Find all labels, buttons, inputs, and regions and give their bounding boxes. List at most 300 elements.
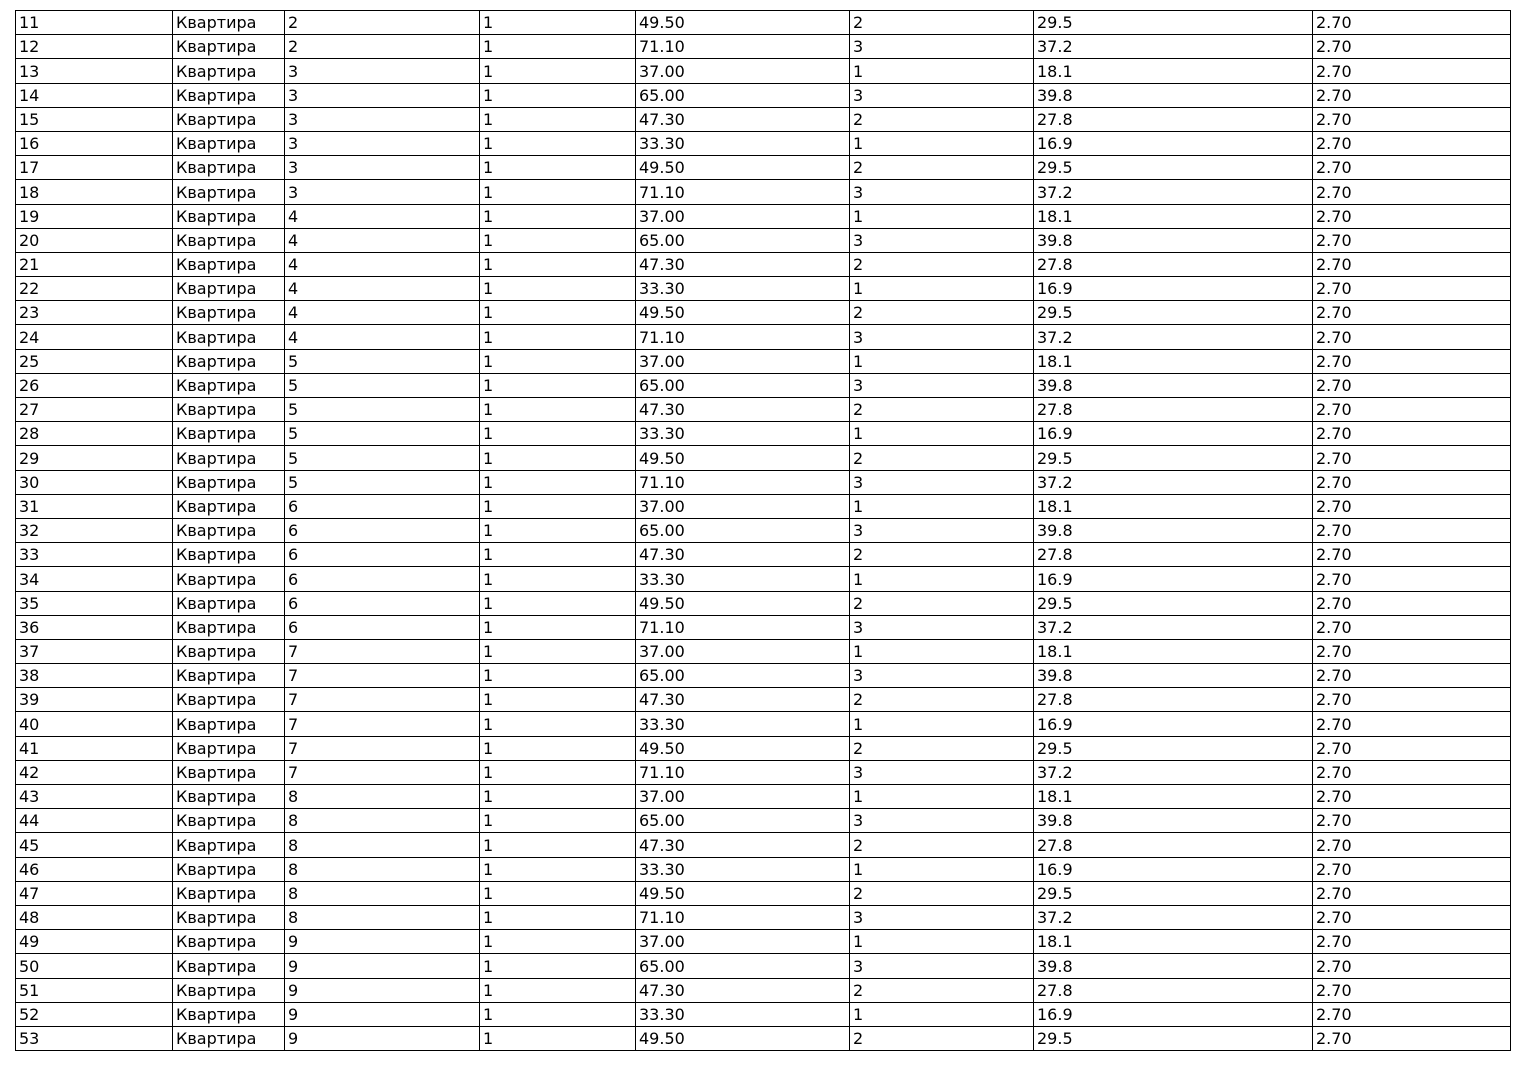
rooms-count-cell: 2 [850, 156, 1034, 180]
apartment-number-cell: 23 [16, 301, 173, 325]
rooms-count-cell: 3 [850, 228, 1034, 252]
ceiling-height-cell: 2.70 [1313, 639, 1511, 663]
living-area-cell: 27.8 [1034, 252, 1313, 276]
apartment-number-cell: 18 [16, 180, 173, 204]
total-area-cell: 37.00 [636, 349, 850, 373]
ceiling-height-cell: 2.70 [1313, 59, 1511, 83]
rooms-count-cell: 1 [850, 930, 1034, 954]
ceiling-height-cell: 2.70 [1313, 11, 1511, 35]
apartment-number-cell: 49 [16, 930, 173, 954]
total-area-cell: 37.00 [636, 494, 850, 518]
ceiling-height-cell: 2.70 [1313, 518, 1511, 542]
floor-cell: 3 [285, 107, 480, 131]
apartment-number-cell: 28 [16, 422, 173, 446]
living-area-cell: 29.5 [1034, 11, 1313, 35]
premises-type-cell: Квартира [173, 688, 285, 712]
section-cell: 1 [480, 712, 636, 736]
table-row [16, 930, 1511, 954]
table-row [16, 881, 1511, 905]
living-area-cell: 16.9 [1034, 712, 1313, 736]
section-cell: 1 [480, 833, 636, 857]
total-area-cell: 47.30 [636, 833, 850, 857]
ceiling-height-cell: 2.70 [1313, 228, 1511, 252]
premises-type-cell: Квартира [173, 760, 285, 784]
section-cell: 1 [480, 978, 636, 1002]
ceiling-height-cell: 2.70 [1313, 615, 1511, 639]
ceiling-height-cell: 2.70 [1313, 809, 1511, 833]
premises-type-cell: Квартира [173, 905, 285, 929]
total-area-cell: 37.00 [636, 59, 850, 83]
section-cell: 1 [480, 881, 636, 905]
rooms-count-cell: 2 [850, 736, 1034, 760]
table-row [16, 1002, 1511, 1026]
premises-type-cell: Квартира [173, 712, 285, 736]
total-area-cell: 47.30 [636, 398, 850, 422]
floor-cell: 7 [285, 760, 480, 784]
apartment-table [15, 10, 1511, 1051]
ceiling-height-cell: 2.70 [1313, 857, 1511, 881]
premises-type-cell: Квартира [173, 107, 285, 131]
floor-cell: 9 [285, 930, 480, 954]
section-cell: 1 [480, 1026, 636, 1050]
living-area-cell: 37.2 [1034, 180, 1313, 204]
rooms-count-cell: 2 [850, 881, 1034, 905]
living-area-cell: 29.5 [1034, 301, 1313, 325]
ceiling-height-cell: 2.70 [1313, 470, 1511, 494]
total-area-cell: 47.30 [636, 688, 850, 712]
section-cell: 1 [480, 954, 636, 978]
living-area-cell: 16.9 [1034, 1002, 1313, 1026]
section-cell: 1 [480, 180, 636, 204]
premises-type-cell: Квартира [173, 518, 285, 542]
rooms-count-cell: 1 [850, 494, 1034, 518]
living-area-cell: 27.8 [1034, 398, 1313, 422]
floor-cell: 8 [285, 905, 480, 929]
rooms-count-cell: 3 [850, 809, 1034, 833]
apartment-number-cell: 15 [16, 107, 173, 131]
total-area-cell: 33.30 [636, 131, 850, 155]
floor-cell: 5 [285, 470, 480, 494]
ceiling-height-cell: 2.70 [1313, 833, 1511, 857]
ceiling-height-cell: 2.70 [1313, 373, 1511, 397]
premises-type-cell: Квартира [173, 470, 285, 494]
floor-cell: 6 [285, 567, 480, 591]
living-area-cell: 16.9 [1034, 277, 1313, 301]
apartment-number-cell: 13 [16, 59, 173, 83]
section-cell: 1 [480, 809, 636, 833]
ceiling-height-cell: 2.70 [1313, 107, 1511, 131]
living-area-cell: 29.5 [1034, 881, 1313, 905]
total-area-cell: 37.00 [636, 639, 850, 663]
living-area-cell: 18.1 [1034, 930, 1313, 954]
rooms-count-cell: 1 [850, 1002, 1034, 1026]
floor-cell: 4 [285, 301, 480, 325]
floor-cell: 5 [285, 349, 480, 373]
rooms-count-cell: 1 [850, 712, 1034, 736]
table-row [16, 712, 1511, 736]
table-row [16, 301, 1511, 325]
rooms-count-cell: 1 [850, 349, 1034, 373]
floor-cell: 3 [285, 180, 480, 204]
apartment-number-cell: 27 [16, 398, 173, 422]
total-area-cell: 37.00 [636, 204, 850, 228]
rooms-count-cell: 1 [850, 59, 1034, 83]
living-area-cell: 39.8 [1034, 809, 1313, 833]
total-area-cell: 47.30 [636, 978, 850, 1002]
floor-cell: 2 [285, 35, 480, 59]
ceiling-height-cell: 2.70 [1313, 760, 1511, 784]
floor-cell: 8 [285, 881, 480, 905]
total-area-cell: 37.00 [636, 930, 850, 954]
premises-type-cell: Квартира [173, 446, 285, 470]
premises-type-cell: Квартира [173, 664, 285, 688]
ceiling-height-cell: 2.70 [1313, 180, 1511, 204]
apartment-number-cell: 31 [16, 494, 173, 518]
floor-cell: 7 [285, 664, 480, 688]
ceiling-height-cell: 2.70 [1313, 301, 1511, 325]
living-area-cell: 37.2 [1034, 325, 1313, 349]
total-area-cell: 65.00 [636, 809, 850, 833]
living-area-cell: 18.1 [1034, 59, 1313, 83]
ceiling-height-cell: 2.70 [1313, 204, 1511, 228]
table-row [16, 857, 1511, 881]
section-cell: 1 [480, 373, 636, 397]
rooms-count-cell: 2 [850, 107, 1034, 131]
ceiling-height-cell: 2.70 [1313, 446, 1511, 470]
living-area-cell: 37.2 [1034, 35, 1313, 59]
table-row [16, 954, 1511, 978]
table-row [16, 228, 1511, 252]
floor-cell: 5 [285, 446, 480, 470]
section-cell: 1 [480, 228, 636, 252]
living-area-cell: 37.2 [1034, 615, 1313, 639]
rooms-count-cell: 3 [850, 325, 1034, 349]
ceiling-height-cell: 2.70 [1313, 785, 1511, 809]
rooms-count-cell: 3 [850, 373, 1034, 397]
premises-type-cell: Квартира [173, 83, 285, 107]
premises-type-cell: Квартира [173, 785, 285, 809]
section-cell: 1 [480, 494, 636, 518]
premises-type-cell: Квартира [173, 373, 285, 397]
total-area-cell: 33.30 [636, 1002, 850, 1026]
rooms-count-cell: 1 [850, 131, 1034, 155]
premises-type-cell: Квартира [173, 567, 285, 591]
total-area-cell: 37.00 [636, 785, 850, 809]
section-cell: 1 [480, 760, 636, 784]
floor-cell: 7 [285, 712, 480, 736]
section-cell: 1 [480, 277, 636, 301]
section-cell: 1 [480, 905, 636, 929]
ceiling-height-cell: 2.70 [1313, 494, 1511, 518]
rooms-count-cell: 3 [850, 35, 1034, 59]
ceiling-height-cell: 2.70 [1313, 1026, 1511, 1050]
table-row [16, 736, 1511, 760]
rooms-count-cell: 2 [850, 398, 1034, 422]
living-area-cell: 39.8 [1034, 83, 1313, 107]
floor-cell: 9 [285, 1002, 480, 1026]
rooms-count-cell: 1 [850, 277, 1034, 301]
apartment-number-cell: 48 [16, 905, 173, 929]
table-row [16, 156, 1511, 180]
apartment-number-cell: 35 [16, 591, 173, 615]
living-area-cell: 29.5 [1034, 156, 1313, 180]
apartment-number-cell: 38 [16, 664, 173, 688]
total-area-cell: 49.50 [636, 736, 850, 760]
ceiling-height-cell: 2.70 [1313, 688, 1511, 712]
apartment-number-cell: 47 [16, 881, 173, 905]
apartment-number-cell: 52 [16, 1002, 173, 1026]
premises-type-cell: Квартира [173, 615, 285, 639]
section-cell: 1 [480, 664, 636, 688]
rooms-count-cell: 1 [850, 857, 1034, 881]
apartment-number-cell: 37 [16, 639, 173, 663]
rooms-count-cell: 2 [850, 688, 1034, 712]
premises-type-cell: Квартира [173, 59, 285, 83]
premises-type-cell: Квартира [173, 277, 285, 301]
ceiling-height-cell: 2.70 [1313, 567, 1511, 591]
total-area-cell: 49.50 [636, 301, 850, 325]
apartment-number-cell: 25 [16, 349, 173, 373]
premises-type-cell: Квартира [173, 349, 285, 373]
table-row [16, 131, 1511, 155]
rooms-count-cell: 1 [850, 785, 1034, 809]
total-area-cell: 49.50 [636, 881, 850, 905]
table-row [16, 760, 1511, 784]
total-area-cell: 71.10 [636, 615, 850, 639]
floor-cell: 3 [285, 131, 480, 155]
total-area-cell: 71.10 [636, 325, 850, 349]
total-area-cell: 33.30 [636, 712, 850, 736]
section-cell: 1 [480, 930, 636, 954]
floor-cell: 6 [285, 591, 480, 615]
premises-type-cell: Квартира [173, 252, 285, 276]
section-cell: 1 [480, 59, 636, 83]
living-area-cell: 29.5 [1034, 446, 1313, 470]
floor-cell: 6 [285, 518, 480, 542]
apartment-number-cell: 34 [16, 567, 173, 591]
table-row [16, 446, 1511, 470]
ceiling-height-cell: 2.70 [1313, 930, 1511, 954]
premises-type-cell: Квартира [173, 494, 285, 518]
rooms-count-cell: 1 [850, 639, 1034, 663]
total-area-cell: 33.30 [636, 857, 850, 881]
apartment-number-cell: 50 [16, 954, 173, 978]
ceiling-height-cell: 2.70 [1313, 398, 1511, 422]
premises-type-cell: Квартира [173, 881, 285, 905]
section-cell: 1 [480, 204, 636, 228]
total-area-cell: 49.50 [636, 1026, 850, 1050]
apartment-number-cell: 46 [16, 857, 173, 881]
ceiling-height-cell: 2.70 [1313, 905, 1511, 929]
ceiling-height-cell: 2.70 [1313, 978, 1511, 1002]
table-row [16, 35, 1511, 59]
rooms-count-cell: 3 [850, 905, 1034, 929]
total-area-cell: 65.00 [636, 954, 850, 978]
rooms-count-cell: 2 [850, 591, 1034, 615]
section-cell: 1 [480, 35, 636, 59]
living-area-cell: 29.5 [1034, 736, 1313, 760]
living-area-cell: 18.1 [1034, 204, 1313, 228]
apartment-number-cell: 14 [16, 83, 173, 107]
rooms-count-cell: 3 [850, 760, 1034, 784]
ceiling-height-cell: 2.70 [1313, 736, 1511, 760]
floor-cell: 8 [285, 785, 480, 809]
living-area-cell: 39.8 [1034, 518, 1313, 542]
rooms-count-cell: 2 [850, 446, 1034, 470]
apartment-number-cell: 19 [16, 204, 173, 228]
total-area-cell: 71.10 [636, 180, 850, 204]
rooms-count-cell: 1 [850, 422, 1034, 446]
floor-cell: 6 [285, 615, 480, 639]
total-area-cell: 33.30 [636, 277, 850, 301]
table-row [16, 373, 1511, 397]
table-row [16, 277, 1511, 301]
ceiling-height-cell: 2.70 [1313, 83, 1511, 107]
premises-type-cell: Квартира [173, 156, 285, 180]
premises-type-cell: Квартира [173, 131, 285, 155]
rooms-count-cell: 2 [850, 833, 1034, 857]
floor-cell: 9 [285, 954, 480, 978]
table-row [16, 422, 1511, 446]
rooms-count-cell: 3 [850, 470, 1034, 494]
apartment-number-cell: 51 [16, 978, 173, 1002]
floor-cell: 6 [285, 543, 480, 567]
rooms-count-cell: 1 [850, 567, 1034, 591]
premises-type-cell: Квартира [173, 978, 285, 1002]
section-cell: 1 [480, 398, 636, 422]
total-area-cell: 71.10 [636, 35, 850, 59]
ceiling-height-cell: 2.70 [1313, 325, 1511, 349]
rooms-count-cell: 2 [850, 252, 1034, 276]
total-area-cell: 65.00 [636, 373, 850, 397]
apartment-number-cell: 39 [16, 688, 173, 712]
floor-cell: 5 [285, 373, 480, 397]
table-row [16, 11, 1511, 35]
ceiling-height-cell: 2.70 [1313, 881, 1511, 905]
rooms-count-cell: 3 [850, 615, 1034, 639]
total-area-cell: 49.50 [636, 591, 850, 615]
living-area-cell: 39.8 [1034, 954, 1313, 978]
table-row [16, 639, 1511, 663]
living-area-cell: 18.1 [1034, 494, 1313, 518]
apartment-number-cell: 12 [16, 35, 173, 59]
floor-cell: 4 [285, 277, 480, 301]
apartment-number-cell: 36 [16, 615, 173, 639]
table-row [16, 398, 1511, 422]
table-row [16, 905, 1511, 929]
living-area-cell: 18.1 [1034, 639, 1313, 663]
apartment-number-cell: 29 [16, 446, 173, 470]
living-area-cell: 16.9 [1034, 567, 1313, 591]
table-row [16, 325, 1511, 349]
apartment-number-cell: 17 [16, 156, 173, 180]
section-cell: 1 [480, 615, 636, 639]
rooms-count-cell: 3 [850, 83, 1034, 107]
total-area-cell: 47.30 [636, 107, 850, 131]
living-area-cell: 39.8 [1034, 228, 1313, 252]
section-cell: 1 [480, 785, 636, 809]
floor-cell: 3 [285, 59, 480, 83]
rooms-count-cell: 3 [850, 664, 1034, 688]
section-cell: 1 [480, 518, 636, 542]
total-area-cell: 65.00 [636, 518, 850, 542]
premises-type-cell: Квартира [173, 639, 285, 663]
floor-cell: 3 [285, 83, 480, 107]
floor-cell: 3 [285, 156, 480, 180]
table-row [16, 107, 1511, 131]
table-row [16, 591, 1511, 615]
floor-cell: 4 [285, 204, 480, 228]
total-area-cell: 65.00 [636, 664, 850, 688]
rooms-count-cell: 2 [850, 978, 1034, 1002]
floor-cell: 5 [285, 398, 480, 422]
rooms-count-cell: 3 [850, 518, 1034, 542]
premises-type-cell: Квартира [173, 11, 285, 35]
section-cell: 1 [480, 736, 636, 760]
table-row [16, 252, 1511, 276]
ceiling-height-cell: 2.70 [1313, 277, 1511, 301]
table-row [16, 615, 1511, 639]
apartment-number-cell: 20 [16, 228, 173, 252]
table-row [16, 543, 1511, 567]
apartment-number-cell: 33 [16, 543, 173, 567]
rooms-count-cell: 2 [850, 1026, 1034, 1050]
section-cell: 1 [480, 1002, 636, 1026]
premises-type-cell: Квартира [173, 857, 285, 881]
rooms-count-cell: 1 [850, 204, 1034, 228]
table-row [16, 833, 1511, 857]
premises-type-cell: Квартира [173, 930, 285, 954]
apartment-number-cell: 21 [16, 252, 173, 276]
living-area-cell: 27.8 [1034, 543, 1313, 567]
apartment-number-cell: 44 [16, 809, 173, 833]
total-area-cell: 65.00 [636, 83, 850, 107]
rooms-count-cell: 3 [850, 954, 1034, 978]
section-cell: 1 [480, 422, 636, 446]
premises-type-cell: Квартира [173, 398, 285, 422]
living-area-cell: 16.9 [1034, 857, 1313, 881]
premises-type-cell: Квартира [173, 543, 285, 567]
living-area-cell: 18.1 [1034, 785, 1313, 809]
apartment-number-cell: 30 [16, 470, 173, 494]
total-area-cell: 49.50 [636, 11, 850, 35]
section-cell: 1 [480, 567, 636, 591]
living-area-cell: 27.8 [1034, 978, 1313, 1002]
section-cell: 1 [480, 470, 636, 494]
table-row [16, 785, 1511, 809]
floor-cell: 7 [285, 688, 480, 712]
section-cell: 1 [480, 301, 636, 325]
table-row [16, 180, 1511, 204]
living-area-cell: 27.8 [1034, 107, 1313, 131]
apartment-number-cell: 42 [16, 760, 173, 784]
premises-type-cell: Квартира [173, 180, 285, 204]
premises-type-cell: Квартира [173, 1002, 285, 1026]
floor-cell: 4 [285, 325, 480, 349]
floor-cell: 8 [285, 857, 480, 881]
section-cell: 1 [480, 11, 636, 35]
section-cell: 1 [480, 107, 636, 131]
living-area-cell: 16.9 [1034, 422, 1313, 446]
ceiling-height-cell: 2.70 [1313, 131, 1511, 155]
apartment-number-cell: 53 [16, 1026, 173, 1050]
section-cell: 1 [480, 252, 636, 276]
table-row [16, 1026, 1511, 1050]
section-cell: 1 [480, 857, 636, 881]
premises-type-cell: Квартира [173, 809, 285, 833]
section-cell: 1 [480, 591, 636, 615]
section-cell: 1 [480, 688, 636, 712]
